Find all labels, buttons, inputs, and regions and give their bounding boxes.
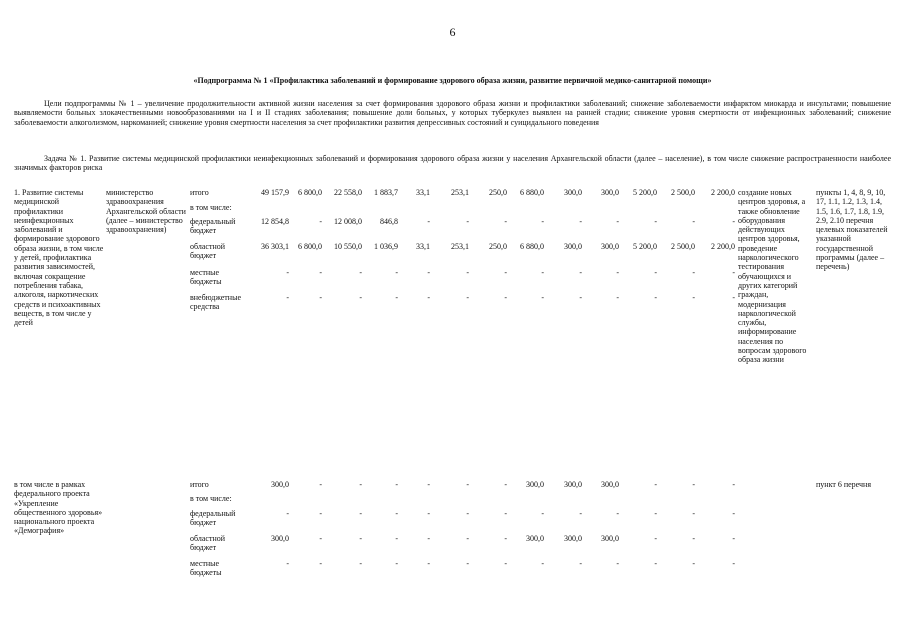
funding-value: 6 880,0 <box>520 188 544 197</box>
activity-1-indicators: пункты 1, 4, 8, 9, 10, 17, 1.1, 1.2, 1.3, 1.4, 1.5, 1.6, 1.7, 1.8, 1.9, 2.9, 2.10 перечня целевых показателей указанной государственной программы (далее – перечень) <box>816 188 888 272</box>
funding-value: - <box>654 293 657 302</box>
funding-value: - <box>692 509 695 518</box>
funding-value: 250,0 <box>489 242 507 251</box>
funding-value: - <box>732 534 735 543</box>
funding-source: местные бюджеты <box>190 268 222 287</box>
funding-value: 49 157,9 <box>261 188 289 197</box>
funding-value: 2 200,0 <box>711 188 735 197</box>
funding-value: - <box>541 509 544 518</box>
funding-value: 300,0 <box>526 534 544 543</box>
funding-value: - <box>466 534 469 543</box>
funding-value: - <box>466 293 469 302</box>
funding-value: 1 883,7 <box>374 188 398 197</box>
funding-value: - <box>319 509 322 518</box>
funding-value: - <box>579 268 582 277</box>
funding-value: 2 500,0 <box>671 242 695 251</box>
funding-value: - <box>427 559 430 568</box>
funding-value: - <box>692 268 695 277</box>
funding-value: - <box>692 217 695 226</box>
funding-value: 22 558,0 <box>334 188 362 197</box>
funding-value: - <box>359 480 362 489</box>
funding-value: - <box>319 293 322 302</box>
funding-value: 6 800,0 <box>298 242 322 251</box>
funding-value: - <box>616 268 619 277</box>
activity-2-indicators: пункт 6 перечня <box>816 480 872 489</box>
funding-value: 253,1 <box>451 188 469 197</box>
funding-source: в том числе: <box>190 203 232 212</box>
funding-value: - <box>286 559 289 568</box>
funding-source: областной бюджет <box>190 242 226 261</box>
funding-value: - <box>395 480 398 489</box>
funding-source: итого <box>190 188 209 197</box>
funding-value: - <box>319 268 322 277</box>
funding-value: - <box>286 509 289 518</box>
funding-value: - <box>541 268 544 277</box>
funding-value: 253,1 <box>451 242 469 251</box>
funding-value: - <box>616 293 619 302</box>
funding-source: федеральный бюджет <box>190 509 236 528</box>
funding-value: - <box>732 480 735 489</box>
funding-value: 12 854,8 <box>261 217 289 226</box>
funding-value: - <box>395 293 398 302</box>
funding-value: - <box>395 509 398 518</box>
funding-value: - <box>427 509 430 518</box>
funding-value: 33,1 <box>416 188 430 197</box>
funding-value: 33,1 <box>416 242 430 251</box>
funding-value: - <box>692 480 695 489</box>
funding-value: - <box>359 293 362 302</box>
funding-source: внебюджетные средства <box>190 293 241 312</box>
funding-value: - <box>427 268 430 277</box>
funding-source: местные бюджеты <box>190 559 222 578</box>
activity-2-text: в том числе в рамках федерального проекта «Укрепление общественного здоровья» национального проекта «Демография» <box>14 480 103 536</box>
funding-value: - <box>579 217 582 226</box>
funding-value: - <box>541 217 544 226</box>
page-number: 6 <box>449 25 456 39</box>
funding-value: - <box>319 534 322 543</box>
funding-value: - <box>359 534 362 543</box>
funding-value: - <box>732 293 735 302</box>
funding-value: 5 200,0 <box>633 188 657 197</box>
funding-value: - <box>654 480 657 489</box>
funding-value: 300,0 <box>601 534 619 543</box>
funding-value: - <box>395 534 398 543</box>
funding-value: 300,0 <box>271 480 289 489</box>
funding-value: 2 500,0 <box>671 188 695 197</box>
funding-value: 12 008,0 <box>334 217 362 226</box>
activity-1-result: создание новых центров здоровья, а также обновление оборудования действующих центров здоровья, проведение наркологического тестирования обучающихся и других категорий граждан, модернизация наркологической службы, информирование населения по вопросам здорового образа жизни <box>738 188 807 365</box>
funding-value: 300,0 <box>564 534 582 543</box>
funding-value: - <box>732 268 735 277</box>
funding-value: - <box>504 534 507 543</box>
funding-value: - <box>395 559 398 568</box>
funding-value: - <box>427 217 430 226</box>
funding-value: 5 200,0 <box>633 242 657 251</box>
funding-value: - <box>359 268 362 277</box>
funding-value: 300,0 <box>564 188 582 197</box>
funding-value: 300,0 <box>601 480 619 489</box>
funding-value: 1 036,9 <box>374 242 398 251</box>
funding-value: - <box>579 559 582 568</box>
funding-value: - <box>579 293 582 302</box>
funding-value: - <box>319 217 322 226</box>
funding-value: - <box>579 509 582 518</box>
funding-value: - <box>504 480 507 489</box>
funding-value: 300,0 <box>564 242 582 251</box>
funding-value: 2 200,0 <box>711 242 735 251</box>
funding-value: - <box>654 559 657 568</box>
funding-value: - <box>466 268 469 277</box>
funding-value: - <box>466 559 469 568</box>
funding-value: - <box>541 293 544 302</box>
funding-value: - <box>286 293 289 302</box>
funding-value: - <box>359 509 362 518</box>
funding-value: 300,0 <box>564 480 582 489</box>
funding-value: 846,8 <box>380 217 398 226</box>
funding-value: - <box>654 509 657 518</box>
funding-value: - <box>616 509 619 518</box>
funding-value: - <box>692 559 695 568</box>
funding-value: - <box>732 217 735 226</box>
funding-value: - <box>286 268 289 277</box>
funding-value: - <box>541 559 544 568</box>
activity-1-executor: министерство здравоохранения Архангельской области (далее – министерство здравоохранения) <box>106 188 186 235</box>
funding-value: - <box>427 480 430 489</box>
funding-source: итого <box>190 480 209 489</box>
funding-value: 300,0 <box>601 242 619 251</box>
funding-value: 300,0 <box>526 480 544 489</box>
funding-value: - <box>319 559 322 568</box>
funding-source: федеральный бюджет <box>190 217 236 236</box>
funding-value: - <box>692 534 695 543</box>
funding-value: - <box>616 217 619 226</box>
funding-value: 6 880,0 <box>520 242 544 251</box>
funding-value: - <box>504 268 507 277</box>
funding-value: - <box>654 534 657 543</box>
funding-value: 300,0 <box>601 188 619 197</box>
funding-value: - <box>466 480 469 489</box>
funding-value: - <box>504 509 507 518</box>
funding-value: - <box>732 559 735 568</box>
funding-value: - <box>504 217 507 226</box>
funding-value: - <box>395 268 398 277</box>
funding-value: 250,0 <box>489 188 507 197</box>
funding-value: - <box>654 268 657 277</box>
funding-value: 10 550,0 <box>334 242 362 251</box>
funding-value: - <box>427 293 430 302</box>
goals-paragraph: Цели подпрограммы № 1 – увеличение продолжительности активной жизни населения за счет формирования здорового образа жизни и профилактики заболеваний; снижение заболеваемости инфарктом миокарда и инсультами; повышение выявляемости больных злокачественными новообразованиями на I и II стадиях заболевания; повышение доли больных, у которых туберкулез выявлен на ранней стадии; снижение уровня смертности от инфекционных заболеваний; снижение заболеваемости алкоголизмом, наркоманией; снижение уровня смертности населения за счет профилактики развития депрессивных состояний и суицидального поведения <box>14 99 891 127</box>
funding-value: - <box>466 217 469 226</box>
funding-value: - <box>616 559 619 568</box>
funding-value: - <box>654 217 657 226</box>
funding-value: - <box>427 534 430 543</box>
funding-value: 300,0 <box>271 534 289 543</box>
funding-value: - <box>732 509 735 518</box>
funding-value: - <box>319 480 322 489</box>
funding-source: областной бюджет <box>190 534 226 553</box>
funding-value: - <box>504 559 507 568</box>
funding-value: 36 303,1 <box>261 242 289 251</box>
task-paragraph: Задача № 1. Развитие системы медицинской профилактики неинфекционных заболеваний и формирования здорового образа жизни у населения Архангельской области (далее – население), в том числе снижение распространенности наиболее значимых факторов риска <box>14 154 891 173</box>
funding-value: - <box>504 293 507 302</box>
funding-source: в том числе: <box>190 494 232 503</box>
funding-value: 6 800,0 <box>298 188 322 197</box>
funding-value: - <box>359 559 362 568</box>
funding-value: - <box>466 509 469 518</box>
activity-1-text: 1. Развитие системы медицинской профилактики неинфекционных заболеваний и формирование здорового образа жизни, в том числе у детей, профилактика развития зависимостей, включая сокращение потребления табака, алкоголя, наркотических средств и психоактивных веществ, в том числе у детей <box>14 188 104 328</box>
subprogram-title: «Подпрограмма № 1 «Профилактика заболеваний и формирование здорового образа жизни, развитие первичной медико-санитарной помощи» <box>193 76 712 85</box>
funding-value: - <box>692 293 695 302</box>
